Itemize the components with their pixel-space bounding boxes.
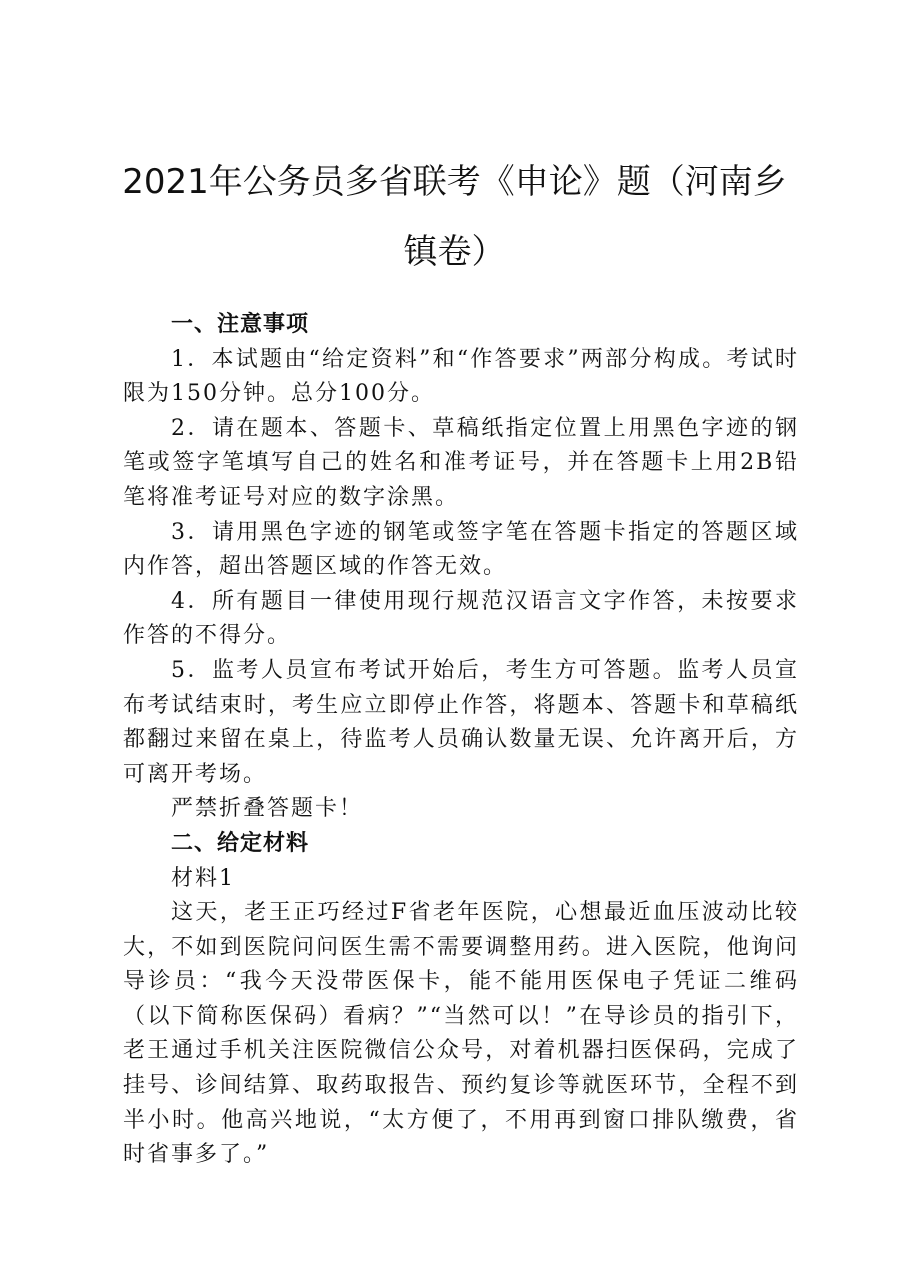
note-item: 2．请在题本、答题卡、草稿纸指定位置上用黑色字迹的钢笔或签字笔填写自己的姓名和准考证号，并在答题卡上用2B铅笔将准考证号对应的数字涂黑。	[123, 415, 799, 510]
note-item: 1．本试题由“给定资料”和“作答要求”两部分构成。考试时限为150分钟。总分100分。	[123, 346, 799, 407]
material-paragraph: 这天，老王正巧经过F省老年医院，心想最近血压波动比较大，不如到医院问问医生需不需要调整用药。进入医院，他询问导诊员：“我今天没带医保卡，能不能用医保电子凭证二维码（以下简称医保码）看病？”“当然可以！”在导诊员的指引下，老王通过手机关注医院微信公众号，对着机器扫医保码，完成了挂号、诊间结算、取药取报告、预约复诊等就医环节，全程不到半小时。他高兴地说，“太方便了，不用再到窗口排队缴费，省时省事多了。”	[123, 900, 799, 1168]
document-title-line1: 2021年公务员多省联考《申论》题（河南乡	[122, 162, 787, 202]
note-item: 4．所有题目一律使用现行规范汉语言文字作答，未按要求作答的不得分。	[123, 588, 799, 649]
document-title-line2: 镇卷）	[403, 232, 506, 272]
warning-text: 严禁折叠答题卡！	[171, 796, 364, 822]
note-item: 5．监考人员宣布考试开始后，考生方可答题。监考人员宣布考试结束时，考生应立即停止作答，将题本、答题卡和草稿纸都翻过来留在桌上，待监考人员确认数量无误、允许离开后，方可离开考场。	[123, 657, 799, 787]
section-heading-materials: 二、给定材料	[171, 830, 310, 856]
document-body	[123, 308, 799, 1173]
material-label: 材料1	[171, 865, 235, 891]
section-heading-notes: 一、注意事项	[171, 312, 310, 337]
note-item: 3．请用黑色字迹的钢笔或签字笔在答题卡指定的答题区域内作答，超出答题区域的作答无效。	[123, 519, 799, 580]
